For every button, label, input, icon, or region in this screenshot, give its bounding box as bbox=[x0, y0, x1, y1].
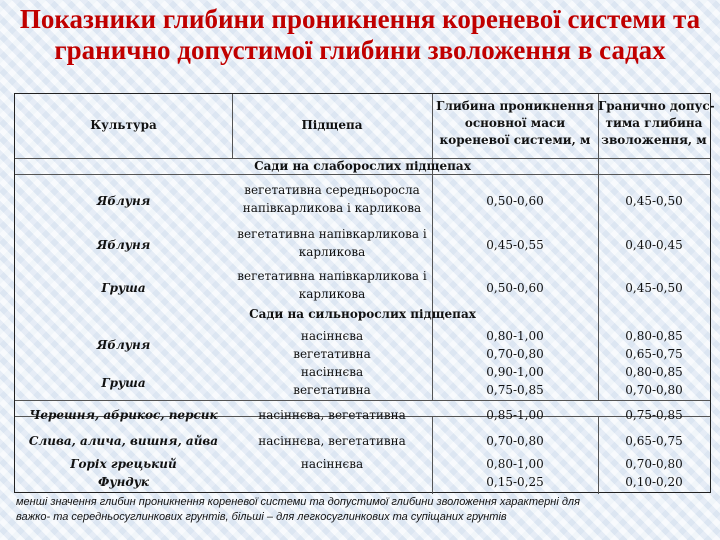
row-rootstock: насіннєва bbox=[300, 365, 364, 379]
row-depth: 0,50-0,60 bbox=[486, 194, 544, 208]
table-divider bbox=[15, 400, 710, 401]
row-limit: 0,80-0,85 bbox=[625, 365, 683, 379]
row-culture: Слива, алича, вишня, айва bbox=[28, 434, 219, 448]
footnote-line-2: важко- та середньосуглинкових грунтів, більші – для легкосуглинкових та супіщаних грунтів bbox=[16, 511, 507, 523]
row-limit: 0,45-0,50 bbox=[625, 281, 683, 295]
row-rootstock: насіннєва bbox=[300, 457, 364, 471]
row-limit: 0,10-0,20 bbox=[625, 475, 683, 489]
row-depth: 0,80-1,00 bbox=[486, 457, 544, 471]
row-rootstock: карликова bbox=[298, 245, 366, 259]
section-high-rootstocks: Сади на сильнорослих підщепах bbox=[249, 307, 476, 321]
row-depth: 0,45-0,55 bbox=[486, 238, 544, 252]
row-culture: Яблуня bbox=[96, 194, 151, 208]
row-limit: 0,65-0,75 bbox=[625, 347, 683, 361]
row-limit: 0,70-0,80 bbox=[625, 457, 683, 471]
row-culture: Горіх грецький bbox=[70, 457, 177, 471]
row-culture: Груша bbox=[101, 281, 146, 295]
row-rootstock: вегетативна напівкарликова і bbox=[237, 269, 427, 283]
header-culture: Культура bbox=[90, 118, 157, 132]
page-title bbox=[0, 4, 720, 66]
footnote-line-1: менші значення глибин проникнення кореневої системи та допустимої глибини зволоження характерні для bbox=[16, 496, 580, 508]
row-rootstock: вегетативна bbox=[293, 347, 371, 361]
row-limit: 0,65-0,75 bbox=[625, 434, 683, 448]
row-limit: 0,45-0,50 bbox=[625, 194, 683, 208]
data-table bbox=[14, 93, 715, 493]
row-depth: 0,70-0,80 bbox=[486, 347, 544, 361]
row-rootstock: карликова bbox=[298, 287, 366, 301]
title-line-2: гранично допустимої глибини зволоження в садах bbox=[54, 35, 666, 65]
row-culture: Груша bbox=[101, 376, 146, 390]
row-limit: 0,40-0,45 bbox=[625, 238, 683, 252]
header-limit-line-2: тима глибина bbox=[605, 116, 703, 130]
header-depth-line-2: основної маси bbox=[464, 116, 566, 130]
row-depth: 0,85-1,00 bbox=[486, 408, 544, 422]
row-limit: 0,70-0,80 bbox=[625, 383, 683, 397]
row-limit: 0,75-0,85 bbox=[625, 408, 683, 422]
header-depth-line-3: кореневої системи, м bbox=[439, 133, 591, 147]
row-depth: 0,80-1,00 bbox=[486, 329, 544, 343]
row-rootstock: вегетативна bbox=[293, 383, 371, 397]
row-rootstock: напівкарликова і карликова bbox=[242, 201, 422, 215]
row-rootstock: насіннєва, вегетативна bbox=[258, 408, 406, 422]
row-depth: 0,90-1,00 bbox=[486, 365, 544, 379]
row-depth: 0,70-0,80 bbox=[486, 434, 544, 448]
row-rootstock: вегетативна середньоросла bbox=[244, 183, 420, 197]
header-limit-line-3: зволоження, м bbox=[601, 133, 707, 147]
row-limit: 0,80-0,85 bbox=[625, 329, 683, 343]
title-line-1: Показники глибини проникнення кореневої системи та bbox=[19, 4, 701, 34]
row-culture: Черешня, абрикос, персик bbox=[29, 408, 218, 422]
row-rootstock: насіннєва bbox=[300, 329, 364, 343]
row-culture: Фундук bbox=[98, 475, 149, 489]
header-depth-line-1: Глибина проникнення bbox=[436, 99, 594, 113]
section-low-rootstocks: Сади на слаборослих підщепах bbox=[254, 159, 471, 173]
row-depth: 0,15-0,25 bbox=[486, 475, 544, 489]
footnote bbox=[16, 495, 716, 525]
header-rootstock: Підщепа bbox=[301, 118, 363, 132]
row-rootstock: насіннєва, вегетативна bbox=[258, 434, 406, 448]
row-culture: Яблуня bbox=[96, 338, 151, 352]
row-depth: 0,75-0,85 bbox=[486, 383, 544, 397]
row-depth: 0,50-0,60 bbox=[486, 281, 544, 295]
row-culture: Яблуня bbox=[96, 238, 151, 252]
header-limit-line-1: Гранично допус- bbox=[598, 99, 715, 113]
row-rootstock: вегетативна напівкарликова і bbox=[237, 227, 427, 241]
